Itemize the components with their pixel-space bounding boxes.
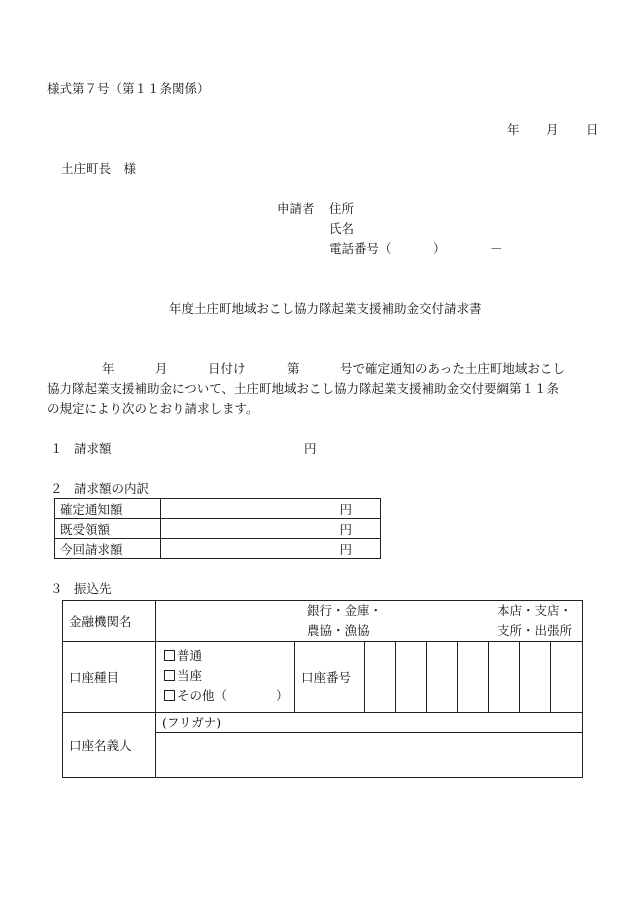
other-close-paren: ）	[276, 688, 289, 703]
body-number-prefix: 第	[287, 361, 300, 376]
bank-types-line1: 銀行・金庫・	[307, 603, 383, 618]
bank-name-field[interactable]	[156, 601, 583, 642]
checkbox-current[interactable]	[164, 670, 202, 683]
section3-number: ３	[50, 581, 63, 596]
account-holder-label: 口座名義人	[63, 713, 156, 778]
branch-types-line1: 本店・支店・	[497, 603, 573, 618]
checkbox-ordinary-icon	[164, 650, 175, 661]
bank-types-line2: 農協・漁協	[307, 623, 370, 638]
applicant-label: 申請者	[277, 201, 315, 216]
account-type-label: 口座種目	[63, 642, 156, 713]
account-digit-6[interactable]	[520, 642, 551, 713]
phone-close-paren: ）	[433, 241, 446, 256]
account-number-label: 口座番号	[295, 642, 365, 713]
bank-table	[62, 600, 583, 778]
date-day-label: 日	[586, 122, 599, 137]
body-dated: 日付け	[208, 361, 246, 376]
section1-unit: 円	[304, 441, 317, 456]
section1-number: １	[50, 441, 63, 456]
checkbox-ordinary-label: 普通	[177, 648, 203, 663]
furigana-label: (フリガナ)	[162, 715, 222, 730]
checkbox-other-icon	[164, 690, 175, 701]
section2-number: ２	[50, 481, 63, 496]
account-digit-5[interactable]	[489, 642, 520, 713]
date-year-label: 年	[507, 122, 520, 137]
date-month-label: 月	[546, 122, 559, 137]
body-line1-rest: 号で確定通知のあった土庄町地域おこし	[340, 361, 565, 376]
account-digit-7[interactable]	[551, 642, 583, 713]
body-line2: 協力隊起業支援補助金について、土庄町地域おこし協力隊起業支援補助金交付要綱第１１条	[47, 381, 560, 396]
body-line3: の規定により次のとおり請求します。	[47, 401, 259, 416]
applicant-address-label: 住所	[329, 201, 355, 216]
row-label-confirmed: 確定通知額	[55, 499, 161, 519]
table-row	[55, 539, 381, 559]
amount-field-received[interactable]: 円	[161, 519, 381, 539]
row-label-received: 既受領額	[55, 519, 161, 539]
account-digit-4[interactable]	[458, 642, 489, 713]
applicant-name-label: 氏名	[329, 221, 355, 236]
furigana-field[interactable]	[156, 713, 583, 733]
section3-label: 振込先	[74, 581, 112, 596]
row-label-current: 今回請求額	[55, 539, 161, 559]
page-title: 年度土庄町地域おこし協力隊起業支援補助金交付請求書	[169, 301, 482, 316]
table-row	[55, 519, 381, 539]
account-holder-field[interactable]	[156, 733, 583, 778]
account-digit-3[interactable]	[427, 642, 458, 713]
section2-label: 請求額の内訳	[74, 481, 150, 496]
addressee: 土庄町長 様	[61, 161, 137, 176]
phone-dash: －	[490, 241, 503, 256]
account-digit-2[interactable]	[396, 642, 427, 713]
checkbox-current-label: 当座	[177, 668, 203, 683]
body-month: 月	[155, 361, 168, 376]
checkbox-ordinary[interactable]	[164, 650, 202, 663]
checkbox-other-label: その他（	[177, 688, 228, 703]
amount-field-confirmed[interactable]: 円	[161, 499, 381, 519]
breakdown-table	[54, 498, 381, 559]
account-type-options	[156, 642, 295, 713]
applicant-phone-label: 電話番号（	[329, 241, 392, 256]
checkbox-current-icon	[164, 670, 175, 681]
checkbox-other[interactable]	[164, 690, 227, 703]
branch-types-line2: 支所・出張所	[497, 623, 573, 638]
amount-field-current[interactable]: 円	[161, 539, 381, 559]
section1-label: 請求額	[74, 441, 112, 456]
form-style-note: 様式第７号（第１１条関係）	[47, 81, 210, 96]
table-row	[55, 499, 381, 519]
bank-name-label: 金融機関名	[63, 601, 156, 642]
account-digit-1[interactable]	[365, 642, 396, 713]
body-year: 年	[102, 361, 115, 376]
